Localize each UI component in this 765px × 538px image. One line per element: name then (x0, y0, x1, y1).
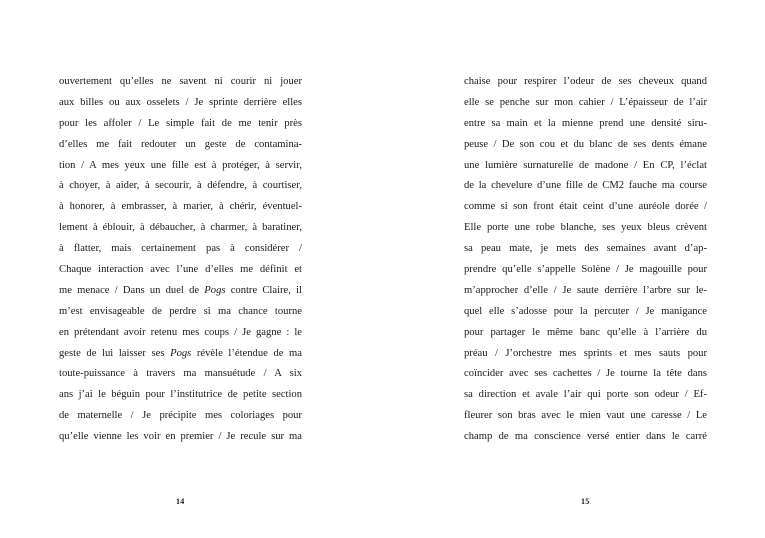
text-line: aux billes ou aux osselets / Je sprinte derrière elles (59, 96, 302, 108)
text-line: peuse / De son cou et du blanc de ses dents émane (464, 138, 707, 150)
text-line: de la chevelure d’une fille de CM2 fauche ma course (464, 180, 707, 192)
text-line: lement à éblouir, à débaucher, à charmer, à baratiner, (59, 222, 302, 234)
text-line: champ de ma conscience versé entier dans le carré (464, 431, 707, 443)
text-line: quel elle s’adosse pour la percuter / Je manigance (464, 305, 707, 317)
text-line: chaise pour respirer l’odeur de ses cheveux quand (464, 76, 707, 87)
text-line: pour partager le même banc qu’elle à l’arrière du (464, 326, 707, 338)
text-line: tion / A mes yeux une fille est à protéger, à servir, (59, 159, 302, 171)
text-line: comme si son front était ceint d’une auréole dorée / (464, 201, 707, 213)
text-line: fleurer son bras avec le mien vaut une caresse / Le (464, 410, 707, 422)
text-line: préau / J’orchestre mes sprints et mes sauts pour (464, 347, 707, 359)
text-line: m’est envisageable de perdre si ma chance tourne (59, 305, 302, 317)
text-line: prendre qu’elle s’appelle Solène / Je magouille pour (464, 264, 707, 276)
right-page-text (464, 72, 707, 448)
text-line: Elle porte une robe blanche, ses yeux bleus crèvent (464, 222, 707, 234)
text-line: à choyer, à aider, à secourir, à défendre, à courtiser, (59, 180, 302, 192)
text-line: toute-puissance à travers ma mansuétude / A six (59, 368, 302, 380)
text-line: à honorer, à embrasser, à marier, à chérir, éventuel- (59, 201, 302, 213)
left-page-text (59, 72, 302, 448)
text-line: pour les affoler / Le simple fait de me tenir près (59, 117, 302, 129)
text-line: geste de lui laisser ses Pogs révèle l’étendue de ma (59, 347, 303, 359)
text-line: ans j’ai le béguin pour l’institutrice de petite section (59, 389, 302, 401)
text-line: elle se penche sur mon cahier / L’épaisseur de l’air (464, 96, 707, 108)
text-line: m’approcher d’elle / Je saute derrière l’arbre sur le- (464, 284, 707, 296)
text-line: en prétendant avoir retenu mes coups / Je gagne : le (59, 326, 302, 338)
page-number-right: 15 (581, 497, 590, 506)
text-line: qu’elle vienne les voir en premier / Je recule sur ma (59, 431, 302, 443)
text-line: ouvertement qu’elles ne savent ni courir ni jouer (59, 76, 302, 87)
text-line: à flatter, mais certainement pas à considérer / (59, 243, 302, 255)
text-line: entre sa main et la mienne prend une densité siru- (464, 117, 707, 129)
text-line: me menace / Dans un duel de Pogs contre Claire, il (59, 284, 302, 296)
text-line: sa peau mate, je mets des semaines avant d’ap- (464, 243, 707, 255)
text-line: d’elles me fait redouter un geste de contamina- (59, 138, 302, 150)
text-line: une lumière surnaturelle de madone / En CP, l’éclat (464, 159, 707, 171)
text-line: de maternelle / Je précipite mes coloriages pour (59, 410, 302, 422)
text-line: Chaque interaction avec l’une d’elles me définit et (59, 264, 302, 276)
page-number-left: 14 (176, 497, 185, 506)
text-line: sa direction et avale l’air qui porte son odeur / Ef- (464, 389, 707, 401)
text-line: coïncider avec ses cachettes / Je tourne la tête dans (464, 368, 707, 380)
